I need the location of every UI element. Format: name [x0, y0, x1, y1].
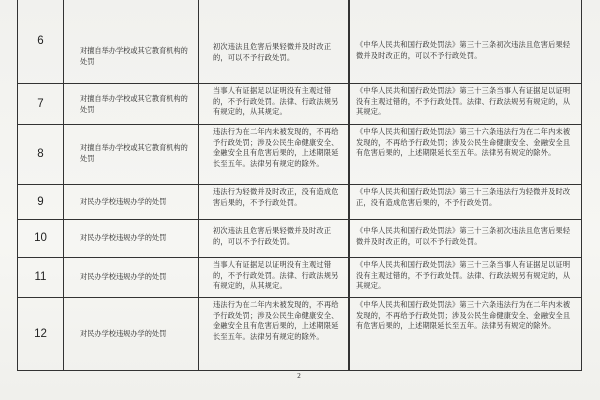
- table-row: [18, 258, 581, 298]
- table-row: [18, 185, 581, 220]
- row-number: 10: [18, 220, 64, 257]
- exemption-condition: 初次违法且危害后果轻微并及时改正的，可以不予行政处罚。: [199, 220, 350, 257]
- violation-name: 对民办学校违规办学的处罚: [64, 185, 199, 219]
- exemption-condition: 违法行为在二年内未被发现的，不再给予行政处罚；涉及公民生命健康安全、金融安全且有危害后果的，上述期限延长至五年。法律另有规定的除外。: [199, 298, 350, 370]
- exemption-condition: 违法行为轻微并及时改正，没有造成危害后果的，不予行政处罚。: [199, 185, 350, 219]
- row-number: 6: [18, 0, 64, 83]
- violation-name: 对擅自举办学校或其它教育机构的处罚: [64, 125, 199, 184]
- legal-basis: 《中华人民共和国行政处罚法》第三十三条初次违法且危害后果轻微并及时改正的，可以不予行政处罚。: [356, 40, 571, 60]
- exemption-condition: 违法行为在二年内未被发现的，不再给予行政处罚；涉及公民生命健康安全、金融安全且有危害后果的，上述期限延长至五年。法律另有规定的除外。: [199, 125, 350, 184]
- legal-basis: 《中华人民共和国行政处罚法》第三十三条当事人有证据足以证明没有主观过错的，不予行政处罚。法律、行政法规另有规定的，从其规定。: [356, 260, 571, 291]
- violation-name: 对民办学校违规办学的处罚: [64, 220, 199, 257]
- violation-name: 对民办学校违规办学的处罚: [64, 258, 199, 297]
- penalty-exemption-table: [17, 0, 582, 371]
- exemption-condition: 初次违法且危害后果轻微并及时改正的，可以不予行政处罚。: [199, 0, 350, 83]
- legal-basis: 《中华人民共和国行政处罚法》第三十三条违法行为轻微并及时改正，没有造成危害后果的，不予行政处罚。: [356, 187, 571, 207]
- row-number: 7: [18, 84, 64, 124]
- row-number: 11: [18, 258, 64, 297]
- table-row: [18, 220, 581, 258]
- table-row: [18, 0, 581, 84]
- legal-basis: 《中华人民共和国行政处罚法》第三十三条当事人有证据足以证明没有主观过错的，不予行政处罚。法律、行政法规另有规定的，从其规定。: [356, 86, 571, 117]
- legal-basis: 《中华人民共和国行政处罚法》第三十六条违法行为在二年内未被发现的，不再给予行政处罚；涉及公民生命健康安全、金融安全且有危害后果的，上述期限延长至五年。法律另有规定的除外。: [356, 300, 571, 331]
- table-row: [18, 125, 581, 185]
- table-row: [18, 84, 581, 125]
- row-number: 8: [18, 125, 64, 184]
- violation-name: 对擅自举办学校或其它教育机构的处罚: [64, 84, 199, 124]
- exemption-condition: 当事人有证据足以证明没有主观过错的，不予行政处罚。法律、行政法规另有规定的，从其规定。: [199, 258, 350, 297]
- violation-name: 对民办学校违规办学的处罚: [64, 298, 199, 370]
- legal-basis: 《中华人民共和国行政处罚法》第三十六条违法行为在二年内未被发现的，不再给予行政处罚；涉及公民生命健康安全、金融安全且有危害后果的，上述期限延长至五年。法律另有规定的除外。: [356, 127, 571, 158]
- table-row: [18, 298, 581, 371]
- page-number: 2: [297, 372, 301, 380]
- row-number: 9: [18, 185, 64, 219]
- legal-basis: 《中华人民共和国行政处罚法》第三十三条初次违法且危害后果轻微并及时改正的，可以不予行政处罚。: [356, 226, 571, 246]
- exemption-condition: 当事人有证据足以证明没有主观过错的，不予行政处罚。法律、行政法规另有规定的，从其规定。: [199, 84, 350, 124]
- violation-name: 对擅自举办学校或其它教育机构的处罚: [64, 0, 199, 83]
- row-number: 12: [18, 298, 64, 370]
